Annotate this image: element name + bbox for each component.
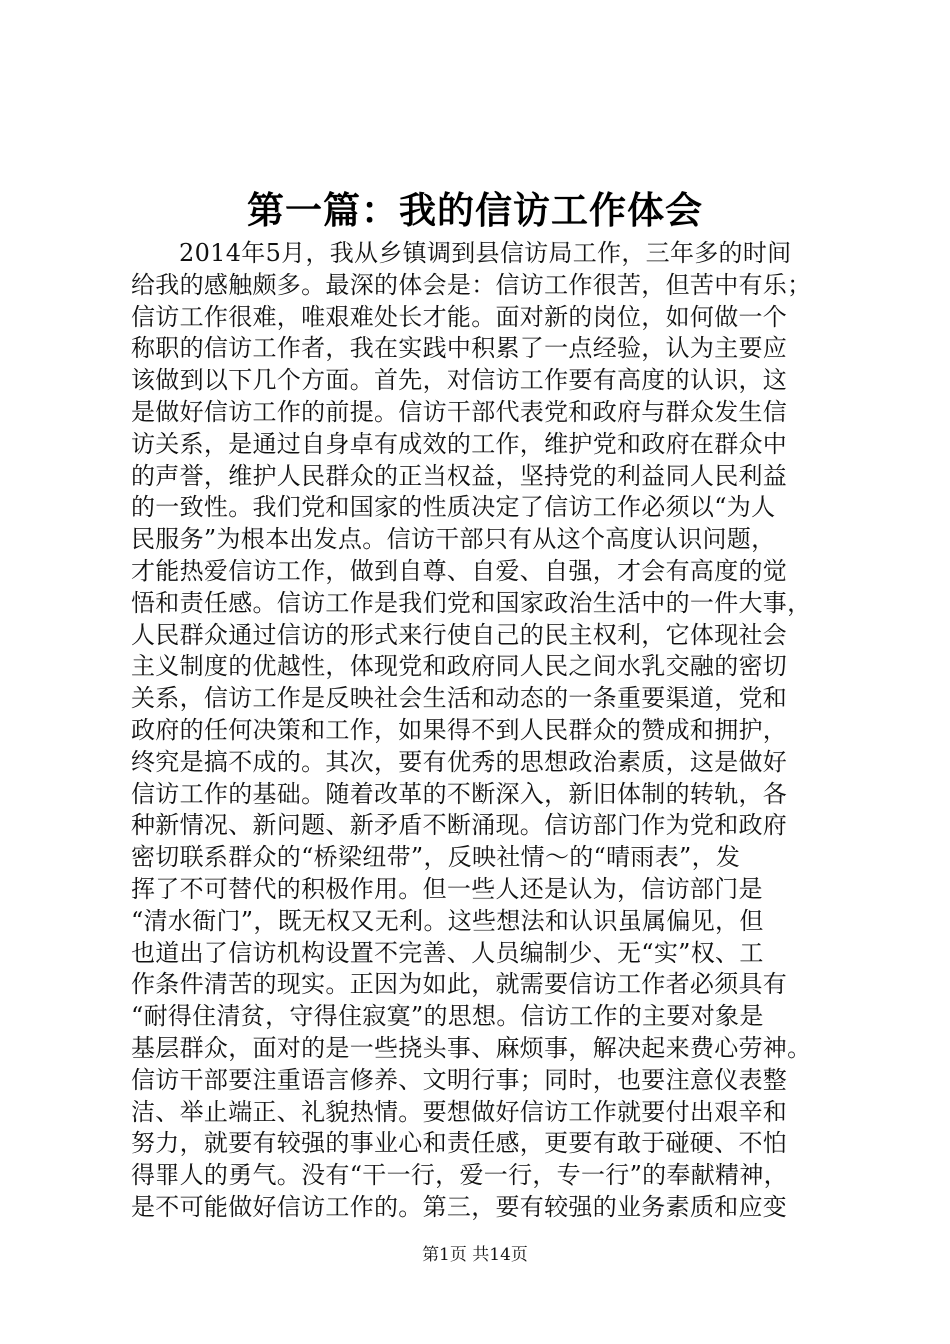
body-line: 挥了不可替代的积极作用。但一些人还是认为，信访部门是 [131,874,763,903]
body-line: 信访干部要注重语言修养、文明行事；同时，也要注意仪表整 [131,1065,788,1094]
body-line: 作条件清苦的现实。正因为如此，就需要信访工作者必须具有 [131,970,788,999]
body-line: 得罪人的勇气。没有“干一行，爱一行，专一行”的奉献精神， [131,1161,788,1190]
body-line: 才能热爱信访工作，做到自尊、自爱、自强，才会有高度的觉 [131,556,788,585]
page-number-footer: 第1页 共14页 [422,1245,528,1265]
body-line: 给我的感触颇多。最深的体会是：信访工作很苦，但苦中有乐； [131,270,812,299]
body-line: 密切联系群众的“桥梁纽带”，反映社情～的“晴雨表”，发 [131,843,741,872]
body-line: 的声誉，维护人民群众的正当权益，坚持党的利益同人民利益 [131,461,788,490]
body-line: 称职的信访工作者，我在实践中积累了一点经验，认为主要应 [131,334,788,363]
body-line: 努力，就要有较强的事业心和责任感，更要有敢于碰硬、不怕 [131,1129,788,1158]
body-line: 信访工作很难，唯艰难处长才能。面对新的岗位，如何做一个 [131,302,788,331]
body-line: 人民群众通过信访的形式来行使自己的民主权利，它体现社会 [131,620,788,649]
body-line: 基层群众，面对的是一些挠头事、麻烦事，解决起来费心劳神。 [131,1033,812,1062]
body-line: 种新情况、新问题、新矛盾不断涌现。信访部门作为党和政府 [131,811,788,840]
body-line: 2014年5月，我从乡镇调到县信访局工作，三年多的时间 [179,239,792,267]
document-title: 第一篇：我的信访工作体会 [247,188,703,232]
body-line: 洁、举止端正、礼貌热情。要想做好信访工作就要付出艰辛和 [131,1097,788,1126]
body-line: 民服务”为根本出发点。信访干部只有从这个高度认识问题， [131,525,776,554]
body-line: 主义制度的优越性，体现党和政府同人民之间水乳交融的密切 [131,652,788,681]
body-line: 的一致性。我们党和国家的性质决定了信访工作必须以“为人 [131,493,776,522]
body-line: 终究是搞不成的。其次，要有优秀的思想政治素质，这是做好 [131,747,788,776]
document-body [131,238,851,1224]
body-line: 也道出了信访机构设置不完善、人员编制少、无“实”权、工 [131,938,764,967]
body-line: 信访工作的基础。随着改革的不断深入，新旧体制的转轨，各 [131,779,788,808]
body-line: 访关系，是通过自身卓有成效的工作，维护党和政府在群众中 [131,429,788,458]
body-line: 是做好信访工作的前提。信访干部代表党和政府与群众发生信 [131,397,788,426]
body-line: “清水衙门”，既无权又无利。这些想法和认识虽属偏见，但 [131,906,764,935]
body-line: 关系，信访工作是反映社会生活和动态的一条重要渠道，党和 [131,684,788,713]
body-line: 是不可能做好信访工作的。第三，要有较强的业务素质和应变 [131,1192,788,1221]
body-line: 悟和责任感。信访工作是我们党和国家政治生活中的一件大事， [131,588,812,617]
body-line: 政府的任何决策和工作，如果得不到人民群众的赞成和拥护， [131,715,788,744]
body-line: 该做到以下几个方面。首先，对信访工作要有高度的认识，这 [131,366,788,395]
body-line: “耐得住清贫，守得住寂寞”的思想。信访工作的主要对象是 [131,1002,764,1031]
